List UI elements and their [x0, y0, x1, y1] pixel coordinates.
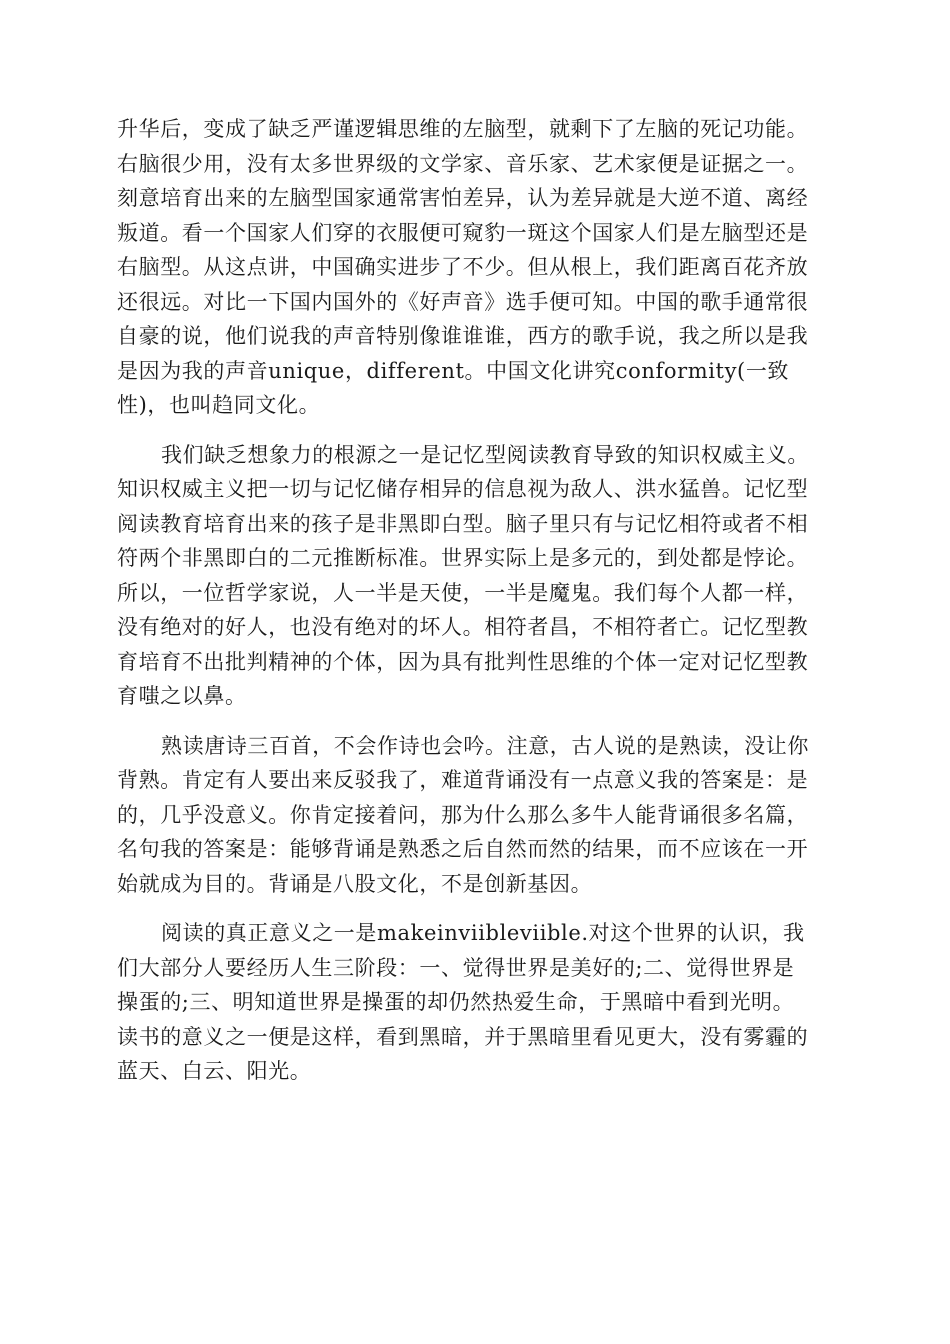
text-line: 阅读教育培育出来的孩子是非黑即白型。脑子里只有与记忆相符或者不相 [117, 511, 809, 536]
text-line: 还很远。对比一下国内国外的《好声音》选手便可知。中国的歌手通常很 [117, 289, 809, 314]
text-line: 右脑型。从这点讲，中国确实进步了不少。但从根上，我们距离百花齐放 [117, 255, 809, 279]
text-line: 升华后，变成了缺乏严谨逻辑思维的左脑型，就剩下了左脑的死记功能。 [117, 117, 809, 141]
text-line: 所以，一位哲学家说，人一半是天使，一半是魔鬼。我们每个人都一样， [117, 580, 809, 605]
paragraph-1 [117, 112, 833, 423]
paragraph-4 [117, 916, 833, 1089]
paragraph-2 [117, 438, 833, 714]
text-line: 知识权威主义把一切与记忆储存相异的信息视为敌人、洪水猛兽。记忆型 [117, 477, 809, 501]
text-line: 们大部分人要经历人生三阶段：一、觉得世界是美好的;二、觉得世界是 [117, 955, 795, 980]
text-line: 性)，也叫趋同文化。 [117, 393, 321, 417]
text-line: 阅读的真正意义之一是makeinviibleviible.对这个世界的认识，我 [161, 921, 805, 945]
text-line: 刻意培育出来的左脑型国家通常害怕差异，认为差异就是大逆不道、离经 [117, 186, 809, 210]
text-line: 背熟。肯定有人要出来反驳我了，难道背诵没有一点意义我的答案是：是 [117, 768, 809, 792]
text-line: 右脑很少用，没有太多世界级的文学家、音乐家、艺术家便是证据之一。 [117, 151, 809, 176]
text-line: 我们缺乏想象力的根源之一是记忆型阅读教育导致的知识权威主义。 [161, 442, 809, 467]
text-line: 没有绝对的好人，也没有绝对的坏人。相符者昌，不相符者亡。记忆型教 [117, 615, 809, 639]
text-line: 始就成为目的。背诵是八股文化，不是创新基因。 [117, 871, 593, 896]
text-line: 熟读唐诗三百首，不会作诗也会吟。注意，古人说的是熟读，没让你 [161, 733, 809, 758]
text-line: 符两个非黑即白的二元推断标准。世界实际上是多元的，到处都是悖论。 [117, 546, 809, 570]
text-line: 育嗤之以鼻。 [117, 684, 247, 708]
text-line: 育培育不出批判精神的个体，因为具有批判性思维的个体一定对记忆型教 [117, 649, 809, 674]
paragraph-3 [117, 729, 833, 902]
text-line: 读书的意义之一便是这样，看到黑暗，并于黑暗里看见更大，没有雾霾的 [117, 1024, 809, 1049]
text-line: 名句我的答案是：能够背诵是熟悉之后自然而然的结果，而不应该在一开 [117, 837, 809, 861]
text-line: 叛道。看一个国家人们穿的衣服便可窥豹一斑这个国家人们是左脑型还是 [117, 220, 809, 245]
text-line: 操蛋的;三、明知道世界是操蛋的却仍然热爱生命，于黑暗中看到光明。 [117, 990, 795, 1014]
text-line: 蓝天、白云、阳光。 [117, 1059, 312, 1083]
text-line: 的，几乎没意义。你肯定接着问，那为什么那么多牛人能背诵很多名篇， [117, 802, 809, 827]
document-body [117, 112, 833, 1104]
text-line: 是因为我的声音unique，different。中国文化讲究conformity(一致 [117, 358, 790, 383]
text-line: 自豪的说，他们说我的声音特别像谁谁谁，西方的歌手说，我之所以是我 [117, 324, 809, 348]
